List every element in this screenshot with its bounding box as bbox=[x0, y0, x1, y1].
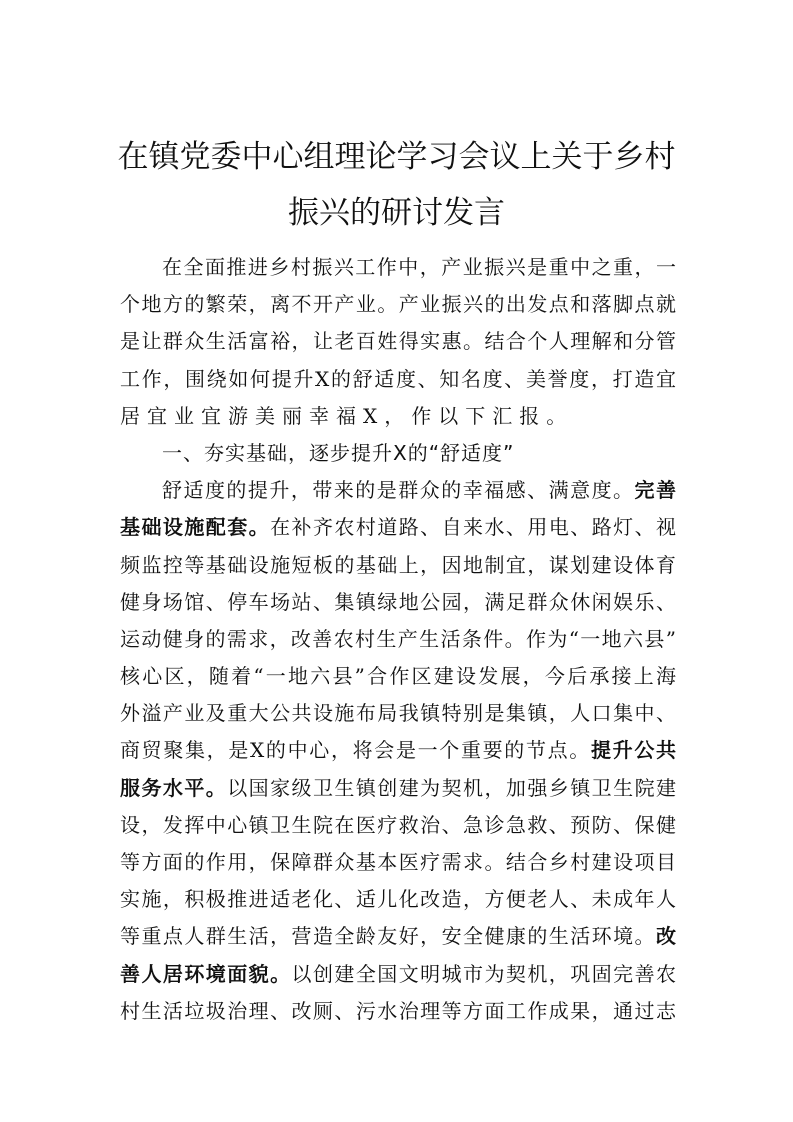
text-run: 以创建全国文明城市为契机，巩固完善农 bbox=[291, 961, 677, 986]
document-body bbox=[120, 249, 676, 1030]
document-title-line-1: 在镇党委中心组理论学习会议上关于乡村 bbox=[117, 139, 676, 175]
text-line bbox=[120, 249, 676, 286]
text-run: 健身场馆、停车场站、集镇绿地公园，满足群众休闲娱乐、 bbox=[120, 589, 676, 614]
section-heading bbox=[120, 435, 676, 472]
text-line bbox=[120, 993, 676, 1030]
text-run: 工作，围绕如何提升X的舒适度、知名度、美誉度，打造宜 bbox=[120, 366, 676, 391]
text-run: 运动健身的需求，改善农村生产生活条件。作为“一地六县” bbox=[120, 626, 676, 651]
document-title-line-2: 振兴的研讨发言 bbox=[288, 195, 505, 231]
text-line bbox=[120, 918, 676, 955]
text-line bbox=[120, 658, 676, 695]
bold-subheading: 改 bbox=[656, 924, 676, 949]
text-run: 居宜业宜游美丽幸福X，作以下汇报。 bbox=[120, 403, 574, 428]
text-line bbox=[120, 956, 676, 993]
text-line bbox=[120, 621, 676, 658]
text-run: 以国家级卫生镇创建为契机，加强乡镇卫生院建 bbox=[227, 775, 677, 800]
text-run: 舒适度的提升，带来的是群众的幸福感、满意度。 bbox=[162, 478, 635, 503]
text-line bbox=[120, 547, 676, 584]
text-line bbox=[120, 286, 676, 323]
text-line bbox=[120, 732, 676, 769]
text-run: 村生活垃圾治理、改厕、污水治理等方面工作成果，通过志 bbox=[120, 998, 676, 1023]
text-run: 外溢产业及重大公共设施布局我镇特别是集镇，人口集中、 bbox=[120, 701, 676, 726]
text-run: 实施，积极推进适老化、适儿化改造，方便老人、未成年人 bbox=[120, 887, 676, 912]
text-run: 是让群众生活富裕，让老百姓得实惠。结合个人理解和分管 bbox=[120, 329, 676, 354]
text-run: 核心区，随着“一地六县”合作区建设发展，今后承接上海 bbox=[120, 664, 676, 689]
text-line bbox=[120, 398, 676, 435]
text-line bbox=[120, 509, 676, 546]
bold-subheading: 完善 bbox=[634, 478, 677, 503]
text-line bbox=[120, 695, 676, 732]
bold-subheading: 基础设施配套。 bbox=[120, 515, 271, 540]
text-line bbox=[120, 323, 676, 360]
text-line bbox=[120, 807, 676, 844]
text-run: 等重点人群生活，营造全龄友好，安全健康的生活环境。 bbox=[120, 924, 656, 949]
text-line bbox=[120, 361, 676, 398]
bold-subheading: 善人居环境面貌。 bbox=[120, 961, 292, 986]
text-line bbox=[120, 584, 676, 621]
text-run: 商贸聚集，是X的中心，将会是一个重要的节点。 bbox=[120, 738, 591, 763]
text-line bbox=[120, 770, 676, 807]
text-run: 个地方的繁荣，离不开产业。产业振兴的出发点和落脚点就 bbox=[120, 292, 676, 317]
text-line bbox=[120, 472, 676, 509]
text-line bbox=[120, 844, 676, 881]
text-run: 频监控等基础设施短板的基础上，因地制宜，谋划建设体育 bbox=[120, 552, 676, 577]
text-run: 设，发挥中心镇卫生院在医疗救治、急诊急救、预防、保健 bbox=[120, 812, 676, 837]
text-run: 一、夯实基础，逐步提升X的“舒适度” bbox=[162, 440, 515, 465]
text-run: 在补齐农村道路、自来水、用电、路灯、视 bbox=[270, 515, 677, 540]
bold-subheading: 提升公共 bbox=[590, 738, 676, 763]
bold-subheading: 服务水平。 bbox=[120, 775, 228, 800]
text-line bbox=[120, 881, 676, 918]
text-run: 在全面推进乡村振兴工作中，产业振兴是重中之重，一 bbox=[162, 255, 676, 279]
text-run: 等方面的作用，保障群众基本医疗需求。结合乡村建设项目 bbox=[120, 850, 676, 874]
